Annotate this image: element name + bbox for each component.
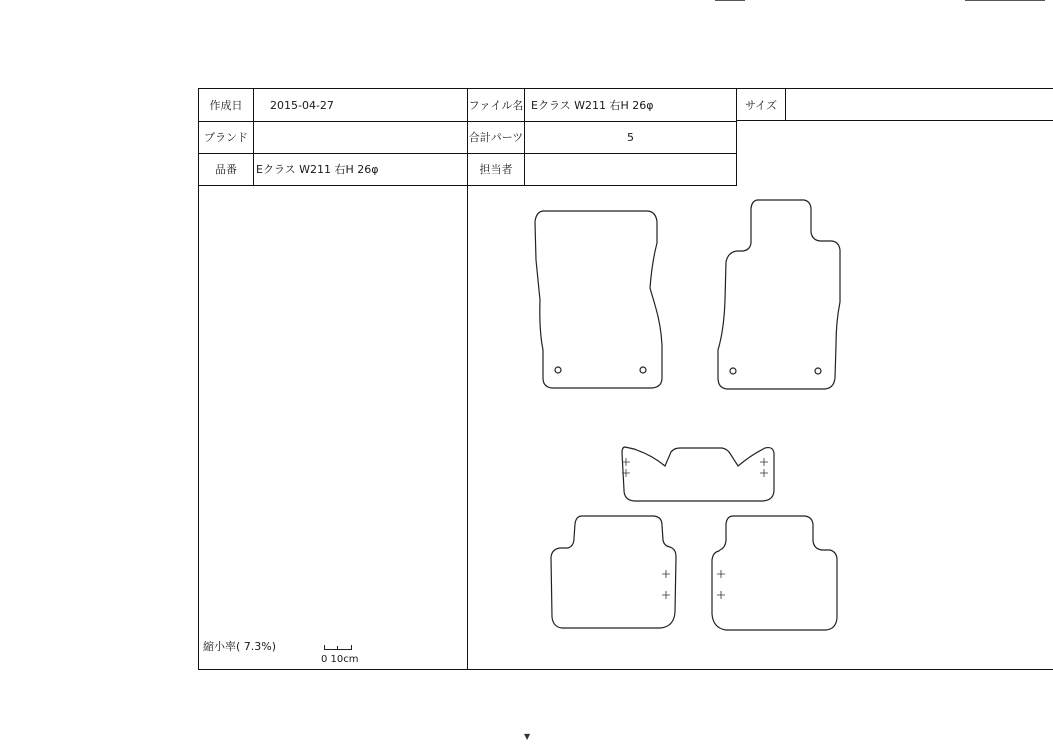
mounting-mark: [760, 458, 768, 466]
created-date-value: 2015-04-27: [270, 98, 334, 112]
front-left-mat-hole: [555, 367, 561, 373]
page-marker-icon: ▼: [524, 732, 531, 741]
total-parts-value: 5: [627, 131, 634, 144]
model-number-value: Eクラス W211 右H 26φ: [256, 163, 379, 176]
mounting-mark: [662, 570, 670, 578]
mounting-mark: [662, 591, 670, 599]
brand-label: ブランド: [204, 131, 248, 144]
mounting-mark: [717, 591, 725, 599]
mounting-mark: [717, 570, 725, 578]
front-right-mat-outline: [718, 200, 840, 389]
rear-left-mat-outline: [551, 516, 676, 628]
mounting-mark: [760, 469, 768, 477]
file-name-label: ファイル名: [468, 98, 524, 112]
front-left-mat-outline: [535, 211, 662, 388]
file-name-value: Eクラス W211 右H 26φ: [531, 98, 654, 112]
scale-bar-label: 0 10cm: [321, 654, 359, 665]
created-date-label: 作成日: [209, 98, 243, 112]
front-left-mat-hole: [640, 367, 646, 373]
model-number-label: 品番: [215, 163, 237, 176]
size-label: サイズ: [744, 98, 778, 112]
scale-ratio: 縮小率( 7.3%): [203, 640, 277, 653]
total-parts-label: 合計パーツ: [468, 131, 524, 144]
front-right-mat-hole: [730, 368, 736, 374]
rear-right-mat-outline: [712, 516, 837, 630]
rear-center-mat-outline: [622, 447, 774, 501]
staff-label: 担当者: [479, 163, 513, 176]
front-right-mat-hole: [815, 368, 821, 374]
